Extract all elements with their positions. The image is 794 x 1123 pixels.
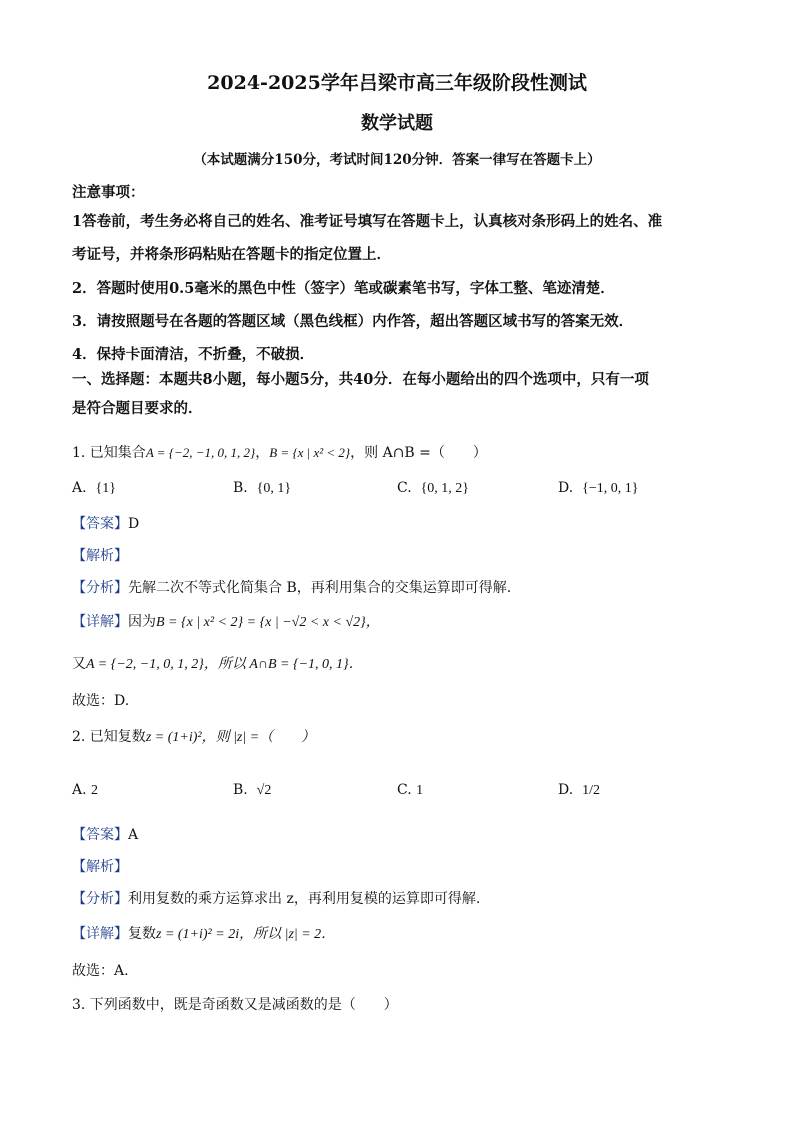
notice-item-3: 3．请按照题号在各题的答题区域（黑色线框）内作答，超出答题区域书写的答案无效． [72,313,634,330]
exam-subtitle: 数学试题 [361,113,433,134]
notice-heading: 注意事项： [72,184,145,201]
question-2-analysis-tag: 【解析】 [72,859,128,875]
question-1-set-a: A = {−2, −1, 0, 1, 2} [145,445,256,460]
question-1-fenxi: 【分析】先解二次不等式化简集合 B，再利用集合的交集运算即可得解. [72,580,512,596]
question-2-option-b: B. √2 [233,782,272,798]
question-1-option-c: C. {0, 1, 2} [397,480,470,496]
question-1-option-b: B. {0, 1} [233,480,292,496]
question-1-detail: 【详解】因为B = {x | x² < 2} = {x | −√2 < x < √2}， [72,614,380,630]
question-2-detail: 【详解】复数z = (1+i)² = 2i，所以 |z| = 2． [72,926,336,942]
question-1-sep: ， [255,445,270,461]
notice-item-1-cont: 考证号，并将条形码粘贴在答题卡的指定位置上． [72,246,391,263]
question-1-prefix: 1. 已知集合 [72,445,146,461]
section-heading: 一、选择题：本题共8小题，每小题5分，共40分．在每小题给出的四个选项中，只有一项 [72,371,649,388]
question-2-option-a: A. 2 [72,782,99,798]
question-1-detail-2: 又A = {−2, −1, 0, 1, 2}，所以 A∩B = {−1, 0, 1}． [72,656,363,672]
question-2-conclusion: 故选：A. [72,963,129,979]
question-2-answer: 【答案】A [72,827,139,843]
question-2-option-d: D. 1/2 [558,782,600,798]
question-1-set-b: B = {x | x² < 2} [269,445,351,460]
question-3-stem: 3. 下列函数中，既是奇函数又是减函数的是（ ） [72,997,398,1013]
question-1-stem [72,444,487,462]
question-1-option-d: D. {−1, 0, 1} [558,480,639,496]
question-1-ask: ，则 A∩B =（ ） [350,445,487,461]
question-2-stem: 2. 已知复数z = (1+i)²，则 |z| =（ ） [72,729,316,745]
exam-instructions: （本试题满分150分，考试时间120分钟．答案一律写在答题卡上） [193,152,601,168]
question-1-conclusion: 故选：D. [72,693,130,709]
notice-item-2: 2．答题时使用0.5毫米的黑色中性（签字）笔或碳素笔书写，字体工整、笔迹清楚． [72,280,615,297]
question-1-option-a: A. {1} [72,480,116,496]
question-2-option-c: C. 1 [397,782,424,798]
question-2-fenxi: 【分析】利用复数的乘方运算求出 z，再利用复模的运算即可得解. [72,891,481,907]
section-heading-cont: 是符合题目要求的． [72,400,203,417]
exam-title: 2024-2025学年吕梁市高三年级阶段性测试 [207,72,587,94]
question-1-analysis-tag: 【解析】 [72,548,128,564]
notice-item-1: 1答卷前，考生务必将自己的姓名、准考证号填写在答题卡上，认真核对条形码上的姓名、准 [72,213,663,230]
question-1-answer: 【答案】D [72,516,140,532]
notice-item-4: 4．保持卡面清洁，不折叠，不破损． [72,346,315,363]
